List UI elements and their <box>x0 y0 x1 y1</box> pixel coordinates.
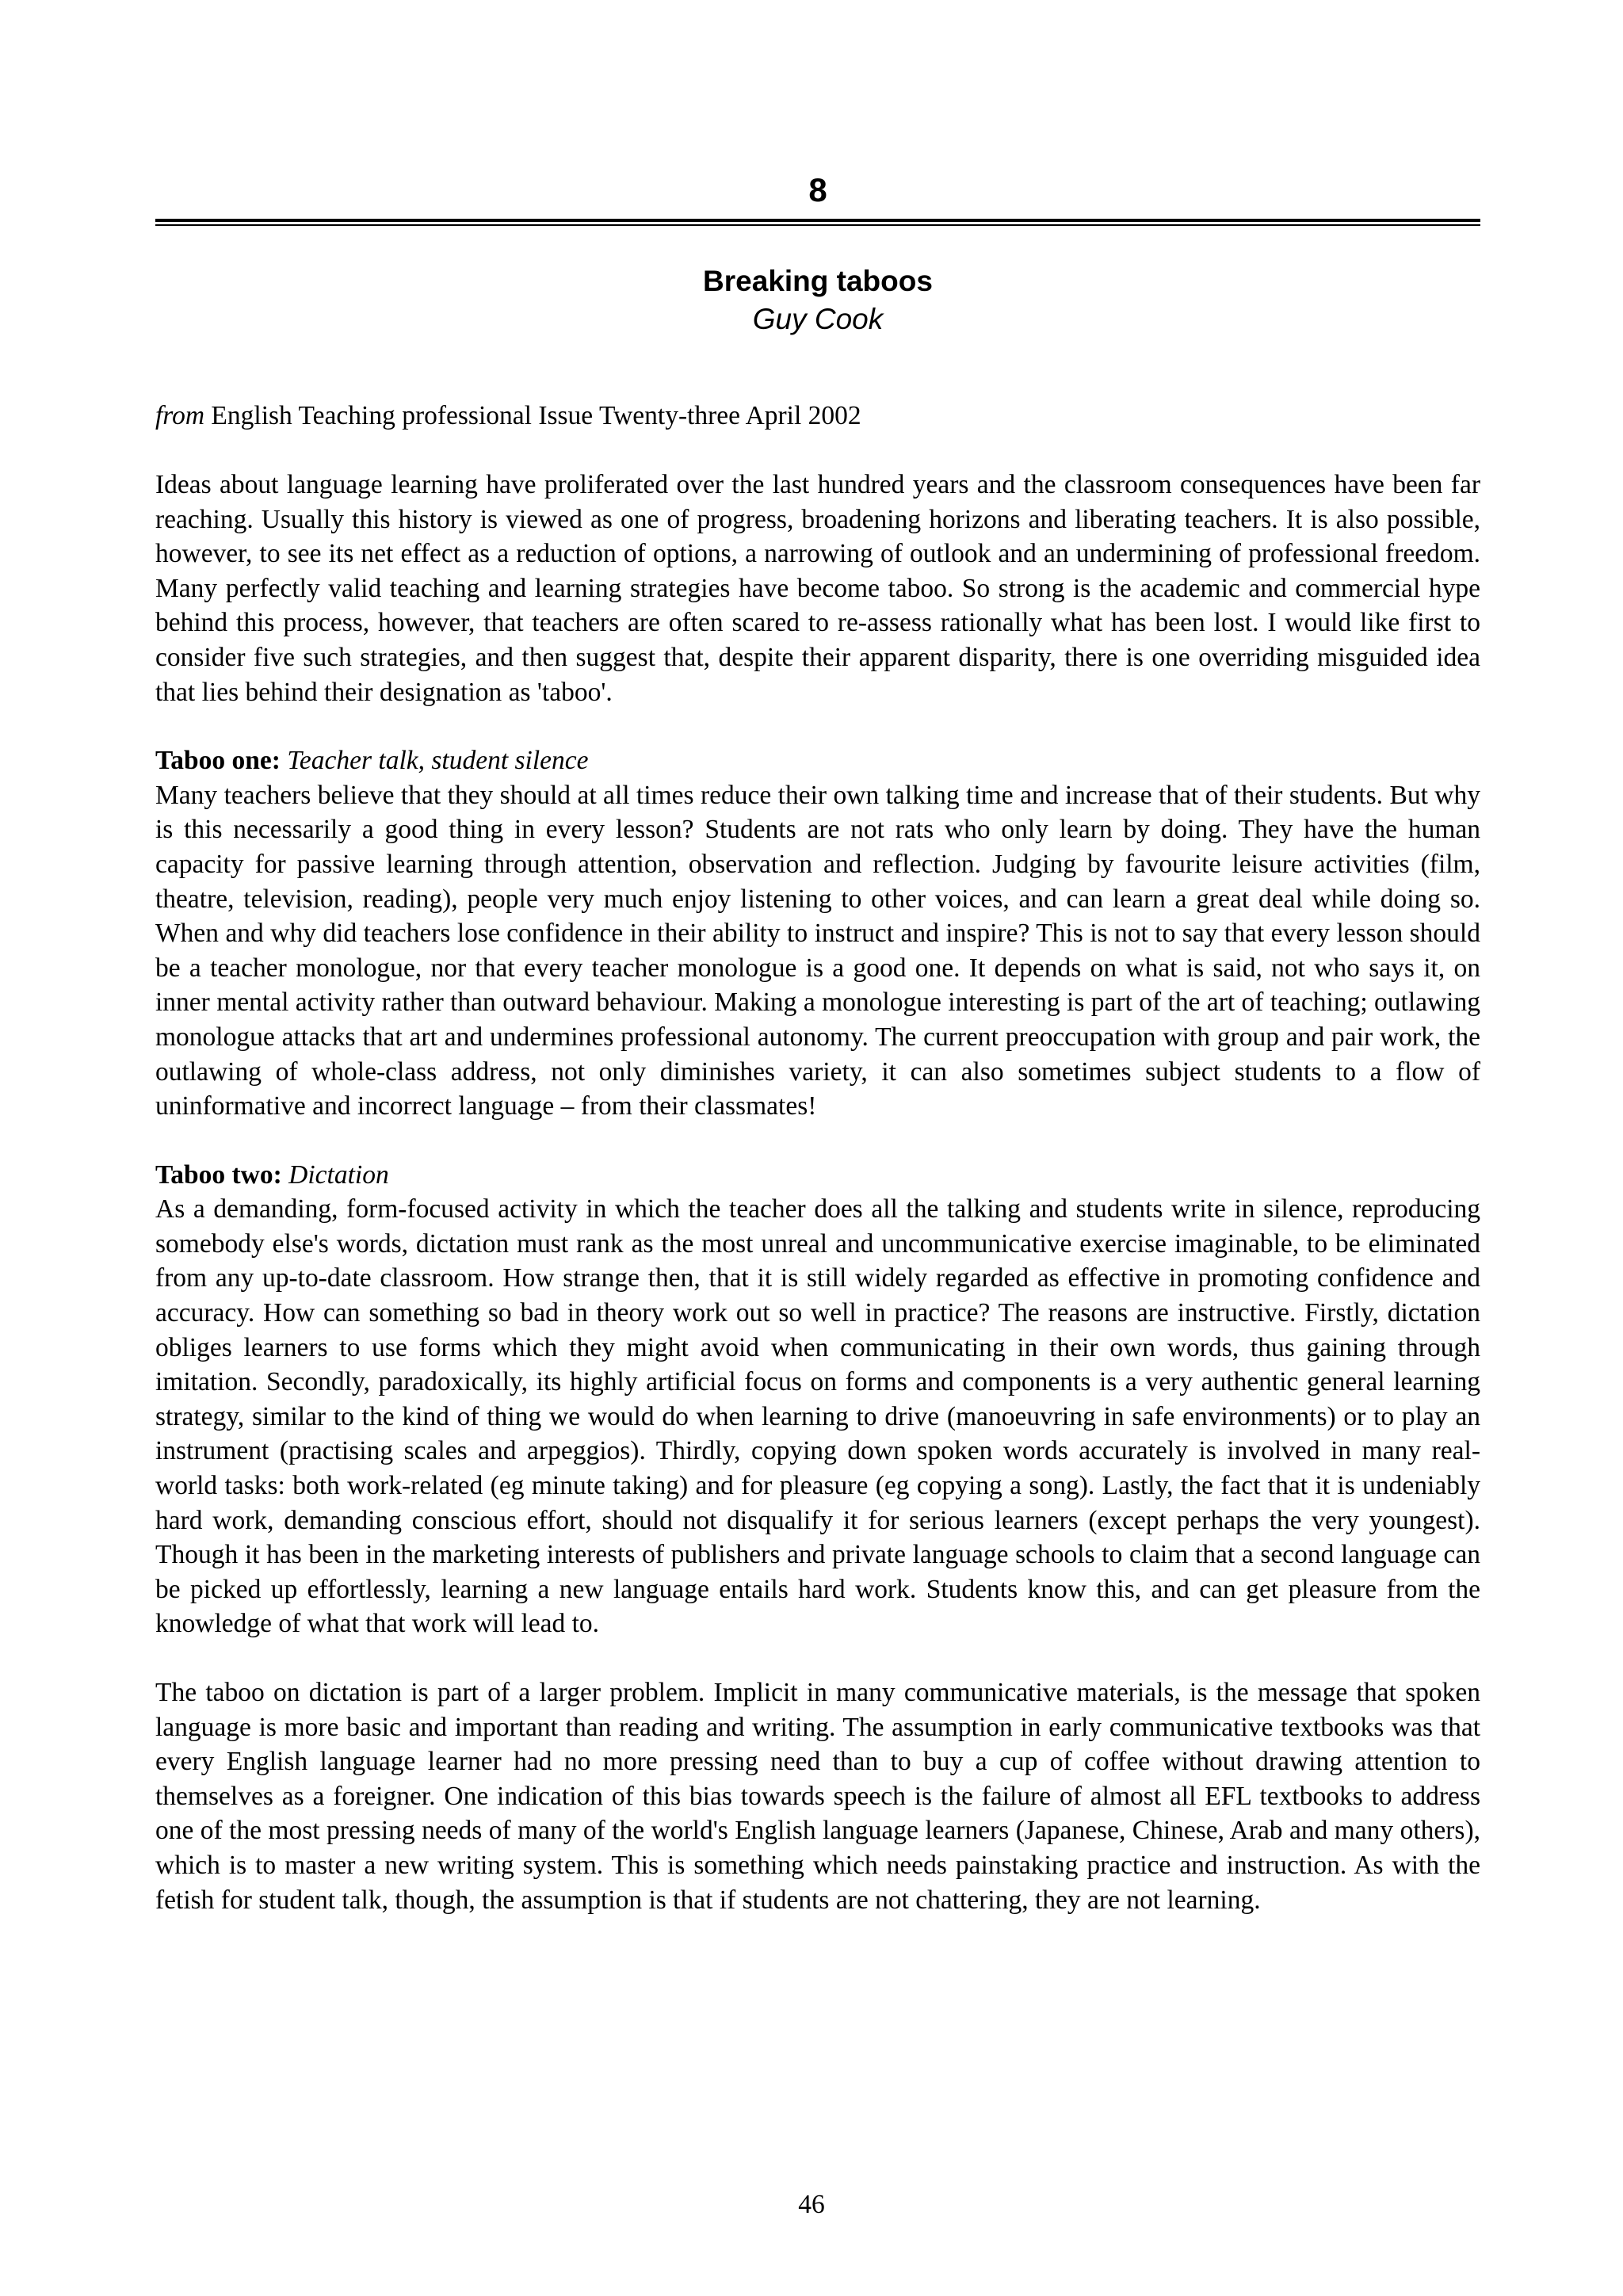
source-from-label: from <box>155 401 205 430</box>
taboo-one-paragraph: Many teachers believe that they should at all times reduce their own talking time and increase that of their students. But why is this necessarily a good thing in every lesson? Students are not rats who only learn by doing. They have the human capacity for passive learning through attention, observation and reflection. Judging by favourite leisure activities (film, theatre, television, reading), people very much enjoy listening to other voices, and can learn a great deal while doing so. When and why did teachers lose confidence in their ability to instruct and inspire? This is not to say that every lesson should be a teacher monologue, nor that every teacher monologue is a good one. It depends on what is said, not who says it, on inner mental activity rather than outward behaviour. Making a monologue interesting is part of the art of teaching; outlawing monologue attacks that art and undermines professional autonomy. The current preoccupation with group and pair work, the outlawing of whole-class address, not only diminishes variety, it can also sometimes subject students to a flow of uninformative and incorrect language – from their classmates! <box>155 780 1480 1121</box>
taboo-one-heading <box>155 743 1480 778</box>
page-number: 46 <box>798 2190 825 2219</box>
intro-paragraph: Ideas about language learning have proliferated over the last hundred years and the classroom consequences have been far reaching. Usually this history is viewed as one of progress, broadening horizons and liberating teachers. It is also possible, however, to see its net effect as a reduction of options, a narrowing of outlook and an undermining of professional freedom. Many perfectly valid teaching and learning strategies have become taboo. So strong is the academic and commercial hype behind this process, however, that teachers are often scared to re-assess rationally what has been lost. I would like first to consider five such strategies, and then suggest that, despite their apparent disparity, there is one overriding misguided idea that lies behind their designation as 'taboo'. <box>155 470 1480 707</box>
chapter-number: 8 <box>808 171 827 208</box>
article-title: Breaking taboos <box>703 265 933 297</box>
taboo-one-label: Taboo one: <box>155 746 281 776</box>
header-rule-thin <box>155 224 1480 226</box>
header-rule-thick <box>155 219 1480 222</box>
taboo-two-paragraph: As a demanding, form-focused activity in which the teacher does all the talking and students write in silence, reproducing somebody else's words, dictation must rank as the most unreal and uncommunicative exercise imaginable, to be eliminated from any up-to-date classroom. How strange then, that it is still widely regarded as effective in promoting confidence and accuracy. How can something so bad in theory work out so well in practice? The reasons are instructive. Firstly, dictation obliges learners to use forms which they might avoid when communicating in their own words, thus gaining through imitation. Secondly, paradoxically, its highly artificial focus on forms and components is a very authentic general learning strategy, similar to the kind of thing we would do when learning to drive (manoeuvring in safe environments) or to play an instrument (practising scales and arpeggios). Thirdly, copying down spoken words accurately is involved in many real-world tasks: both work-related (eg minute taking) and for pleasure (eg copying a song). Lastly, the fact that it is undeniably hard work, demanding conscious effort, should not disqualify it for serious learners (except perhaps the very youngest). Though it has been in the marketing interests of publishers and private language schools to claim that a second language can be picked up effortlessly, learning a new language entails hard work. Students know this, and can get pleasure from the knowledge of what that work will lead to. <box>155 1194 1480 1639</box>
source-text: English Teaching professional Issue Twenty-three April 2002 <box>211 401 861 430</box>
page-content <box>155 166 1480 1917</box>
taboo-two-label: Taboo two: <box>155 1159 282 1190</box>
taboo-two-heading <box>155 1158 1480 1193</box>
source-line <box>155 399 1480 434</box>
article-author: Guy Cook <box>752 303 884 335</box>
taboo-one-subtitle: Teacher talk, student silence <box>287 746 589 776</box>
taboo-two-paragraph-2: The taboo on dictation is part of a larger problem. Implicit in many communicative materials, is the message that spoken language is more basic and important than reading and writing. The assumption in early communicative textbooks was that every English language learner had no more pressing need than to buy a cup of coffee without drawing attention to themselves as a foreigner. One indication of this bias towards speech is the failure of almost all EFL textbooks to address one of the most pressing needs of many of the world's English language learners (Japanese, Chinese, Arab and many others), which is to master a new writing system. This is something which needs painstaking practice and instruction. As with the fetish for student talk, though, the assumption is that if students are not chattering, they are not learning. <box>155 1678 1480 1915</box>
taboo-two-subtitle: Dictation <box>288 1159 389 1190</box>
